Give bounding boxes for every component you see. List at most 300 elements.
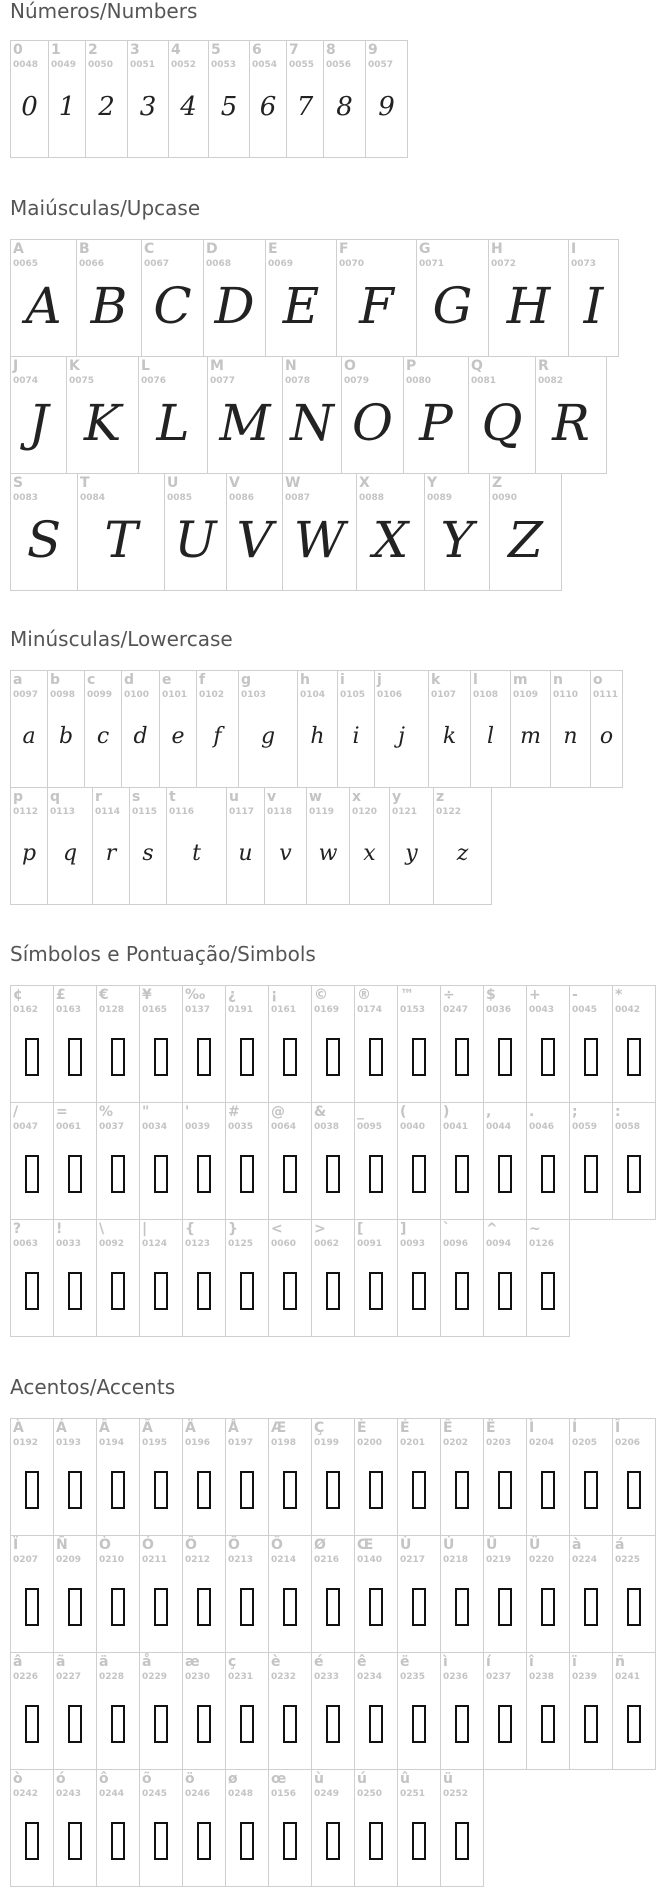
glyph-cell (404, 357, 469, 474)
glyph-char-label: â (13, 1654, 23, 1670)
glyph-cell (342, 357, 404, 474)
glyph-cell (226, 1536, 269, 1653)
glyph-code-label: 0063 (13, 1239, 39, 1249)
glyph-char-label: _ (357, 1104, 364, 1120)
glyph-code-label: 0193 (56, 1438, 82, 1448)
missing-glyph-box (498, 1471, 512, 1509)
glyph-char-label: Ô (185, 1537, 197, 1553)
glyph-code-label: 0233 (314, 1672, 340, 1682)
glyph-cell (355, 1419, 398, 1536)
glyph-code-label: 0075 (69, 376, 95, 386)
glyph-cell (324, 41, 366, 158)
glyph-sample: X (372, 511, 409, 569)
glyph-cell (312, 1653, 355, 1770)
glyph-cell (570, 1419, 613, 1536)
glyph-char-label: \ (99, 1221, 105, 1237)
glyph-cell (591, 671, 623, 788)
section-title-accents: Acentos/Accents (10, 1375, 176, 1399)
glyph-code-label: 0113 (50, 807, 76, 817)
glyph-char-label: ü (443, 1771, 453, 1787)
glyph-cell (398, 986, 441, 1103)
glyph-char-label: V (229, 475, 240, 491)
glyph-cell (434, 788, 492, 905)
missing-glyph-box (283, 1038, 297, 1076)
glyph-char-label: k (431, 672, 441, 688)
glyph-code-label: 0230 (185, 1672, 211, 1682)
missing-glyph-box (412, 1471, 426, 1509)
glyph-sample: 5 (220, 92, 238, 122)
glyph-cell (227, 788, 265, 905)
glyph-cell (355, 1536, 398, 1653)
glyph-cell (183, 1220, 226, 1337)
glyph-cell (269, 1653, 312, 1770)
glyph-cell (54, 1770, 97, 1887)
glyph-code-label: 0040 (400, 1122, 426, 1132)
glyph-code-label: 0123 (185, 1239, 211, 1249)
glyph-cell (226, 1770, 269, 1887)
glyph-code-label: 0069 (268, 259, 294, 269)
section-title-lowercase: Minúsculas/Lowercase (10, 627, 233, 651)
glyph-char-label: ` (443, 1221, 450, 1237)
glyph-char-label: Å (228, 1420, 239, 1436)
glyph-code-label: 0035 (228, 1122, 254, 1132)
missing-glyph-box (25, 1471, 39, 1509)
glyph-code-label: 0235 (400, 1672, 426, 1682)
glyph-code-label: 0239 (572, 1672, 598, 1682)
missing-glyph-box (584, 1471, 598, 1509)
missing-glyph-box (154, 1272, 168, 1310)
missing-glyph-box (541, 1471, 555, 1509)
glyph-char-label: ~ (529, 1221, 541, 1237)
missing-glyph-box (197, 1822, 211, 1860)
glyph-cell (569, 240, 619, 357)
glyph-cell (208, 357, 283, 474)
glyph-cell (441, 1770, 484, 1887)
glyph-sample: y (405, 841, 418, 866)
glyph-char-label: G (419, 241, 431, 257)
glyph-cell (570, 1653, 613, 1770)
glyph-char-label: Æ (271, 1420, 287, 1436)
glyph-char-label: W (285, 475, 301, 491)
glyph-sample: A (25, 277, 62, 335)
glyph-cell (54, 1419, 97, 1536)
glyph-char-label: 2 (88, 42, 98, 58)
glyph-char-label: Ë (486, 1420, 496, 1436)
missing-glyph-box (154, 1822, 168, 1860)
glyph-code-label: 0059 (572, 1122, 598, 1132)
missing-glyph-box (369, 1705, 383, 1743)
missing-glyph-box (326, 1705, 340, 1743)
missing-glyph-box (455, 1272, 469, 1310)
glyph-code-label: 0214 (271, 1555, 297, 1565)
glyph-code-label: 0248 (228, 1789, 254, 1799)
glyph-cell (425, 474, 490, 591)
glyph-code-label: 0053 (211, 60, 237, 70)
glyph-char-label: q (50, 789, 61, 805)
glyph-cell (140, 1653, 183, 1770)
glyph-code-label: 0237 (486, 1672, 512, 1682)
missing-glyph-box (68, 1155, 82, 1193)
glyph-cell (49, 41, 86, 158)
glyph-code-label: 0083 (13, 493, 39, 503)
glyph-char-label: h (300, 672, 310, 688)
glyph-code-label: 0055 (289, 60, 315, 70)
glyph-char-label: ê (357, 1654, 367, 1670)
glyph-code-label: 0048 (13, 60, 39, 70)
glyph-code-label: 0118 (267, 807, 293, 817)
glyph-cell (484, 1220, 527, 1337)
glyph-code-label: 0191 (228, 1005, 254, 1015)
glyph-code-label: 0077 (210, 376, 236, 386)
glyph-char-label: © (314, 987, 328, 1003)
glyph-code-label: 0169 (314, 1005, 340, 1015)
glyph-char-label: @ (271, 1104, 285, 1120)
glyph-cell (128, 41, 169, 158)
glyph-sample: U (174, 511, 217, 569)
glyph-cell (54, 1103, 97, 1220)
glyph-code-label: 0054 (252, 60, 278, 70)
glyph-sample: m (520, 724, 541, 749)
glyph-code-label: 0056 (326, 60, 352, 70)
glyph-code-label: 0033 (56, 1239, 82, 1249)
glyph-sample: H (506, 277, 551, 335)
glyph-char-label: ' (185, 1104, 190, 1120)
missing-glyph-box (455, 1471, 469, 1509)
glyph-code-label: 0043 (529, 1005, 555, 1015)
glyph-sample: 0 (21, 92, 38, 122)
glyph-code-label: 0051 (130, 60, 156, 70)
glyph-cell (227, 474, 283, 591)
glyph-sample: k (442, 724, 457, 749)
glyph-code-label: 0070 (339, 259, 365, 269)
glyph-code-label: 0249 (314, 1789, 340, 1799)
glyph-code-label: 0065 (13, 259, 39, 269)
glyph-sample: r (105, 841, 117, 866)
glyph-code-label: 0078 (285, 376, 311, 386)
glyph-cell (536, 357, 607, 474)
missing-glyph-box (326, 1038, 340, 1076)
missing-glyph-box (197, 1272, 211, 1310)
glyph-code-label: 0093 (400, 1239, 426, 1249)
glyph-code-label: 0153 (400, 1005, 426, 1015)
glyph-cell (11, 1536, 54, 1653)
glyph-code-label: 0250 (357, 1789, 383, 1799)
glyph-cell (355, 1770, 398, 1887)
glyph-cell (11, 986, 54, 1103)
glyph-sample: T (104, 511, 138, 569)
glyph-sample: 6 (259, 92, 277, 122)
glyph-char-label: 9 (368, 42, 378, 58)
glyph-code-label: 0225 (615, 1555, 641, 1565)
glyph-cell (355, 1220, 398, 1337)
glyph-code-label: 0124 (142, 1239, 168, 1249)
glyph-cell (269, 1536, 312, 1653)
glyph-code-label: 0125 (228, 1239, 254, 1249)
glyph-code-label: 0137 (185, 1005, 211, 1015)
missing-glyph-box (197, 1155, 211, 1193)
glyph-char-label: w (309, 789, 322, 805)
glyph-code-label: 0060 (271, 1239, 297, 1249)
missing-glyph-box (412, 1822, 426, 1860)
glyph-cell (312, 1770, 355, 1887)
missing-glyph-box (197, 1471, 211, 1509)
glyph-code-label: 0243 (56, 1789, 82, 1799)
glyph-cell (489, 240, 569, 357)
glyph-cell (527, 1536, 570, 1653)
glyph-sample: j (398, 724, 405, 749)
glyph-cell (269, 1103, 312, 1220)
glyph-char-label: Ï (13, 1537, 19, 1553)
glyph-char-label: j (377, 672, 382, 688)
glyph-cell (183, 1770, 226, 1887)
glyph-sample: O (352, 394, 393, 452)
glyph-char-label: € (99, 987, 109, 1003)
glyph-char-label: s (132, 789, 141, 805)
glyph-code-label: 0107 (431, 690, 457, 700)
glyph-char-label: R (538, 358, 549, 374)
missing-glyph-box (111, 1588, 125, 1626)
glyph-char-label: g (241, 672, 252, 688)
glyph-char-label: = (56, 1104, 68, 1120)
glyph-char-label: ú (357, 1771, 367, 1787)
glyph-cell (226, 1419, 269, 1536)
glyph-cell (140, 1103, 183, 1220)
glyph-cell (312, 1419, 355, 1536)
missing-glyph-box (154, 1038, 168, 1076)
glyph-code-label: 0245 (142, 1789, 168, 1799)
glyph-cell (551, 671, 591, 788)
glyph-code-label: 0037 (99, 1122, 125, 1132)
glyph-code-label: 0203 (486, 1438, 512, 1448)
missing-glyph-box (111, 1471, 125, 1509)
glyph-cell (570, 1103, 613, 1220)
glyph-char-label: ¢ (13, 987, 23, 1003)
glyph-code-label: 0067 (144, 259, 170, 269)
glyph-sample: 9 (378, 92, 395, 122)
glyph-char-label: 5 (211, 42, 221, 58)
glyph-code-label: 0105 (340, 690, 366, 700)
glyph-char-label: É (400, 1420, 410, 1436)
glyph-char-label: f (199, 672, 206, 688)
glyph-char-label: Ä (185, 1420, 196, 1436)
glyph-code-label: 0072 (491, 259, 517, 269)
glyph-char-label: d (124, 672, 135, 688)
glyph-char-label: Ü (529, 1537, 541, 1553)
glyph-code-label: 0209 (56, 1555, 82, 1565)
glyph-cell (441, 1220, 484, 1337)
glyph-code-label: 0074 (13, 376, 39, 386)
glyph-cell (197, 671, 239, 788)
glyph-cell (366, 41, 408, 158)
glyph-cell (183, 1419, 226, 1536)
glyph-cell (97, 1419, 140, 1536)
glyph-grid-symbols (10, 985, 656, 1337)
glyph-char-label: Î (615, 1420, 621, 1436)
glyph-char-label: $ (486, 987, 496, 1003)
glyph-grid-lowercase (10, 670, 623, 905)
glyph-code-label: 0036 (486, 1005, 512, 1015)
glyph-code-label: 0042 (615, 1005, 641, 1015)
glyph-cell (11, 357, 67, 474)
glyph-cell (527, 1103, 570, 1220)
glyph-sample: i (352, 724, 360, 749)
glyph-sample: W (293, 511, 346, 569)
glyph-code-label: 0128 (99, 1005, 125, 1015)
glyph-cell (140, 1419, 183, 1536)
glyph-char-label: ® (357, 987, 371, 1003)
glyph-cell (78, 474, 165, 591)
missing-glyph-box (412, 1272, 426, 1310)
glyph-code-label: 0252 (443, 1789, 469, 1799)
glyph-char-label: ‰ (185, 987, 206, 1003)
glyph-cell (209, 41, 250, 158)
glyph-cell (417, 240, 489, 357)
glyph-code-label: 0103 (241, 690, 267, 700)
glyph-code-label: 0195 (142, 1438, 168, 1448)
glyph-cell (390, 788, 434, 905)
glyph-char-label: ã (56, 1654, 66, 1670)
glyph-char-label: + (529, 987, 541, 1003)
glyph-code-label: 0068 (206, 259, 232, 269)
glyph-sample: e (171, 724, 185, 749)
glyph-char-label: e (162, 672, 172, 688)
glyph-char-label: œ (271, 1771, 287, 1787)
missing-glyph-box (412, 1588, 426, 1626)
glyph-char-label: ) (443, 1104, 450, 1120)
glyph-char-label: F (339, 241, 349, 257)
glyph-code-label: 0242 (13, 1789, 39, 1799)
missing-glyph-box (369, 1038, 383, 1076)
glyph-char-label: l (473, 672, 478, 688)
missing-glyph-box (326, 1155, 340, 1193)
glyph-sample: L (156, 394, 190, 452)
glyph-code-label: 0226 (13, 1672, 39, 1682)
missing-glyph-box (369, 1272, 383, 1310)
glyph-sample: 7 (296, 92, 314, 122)
missing-glyph-box (541, 1705, 555, 1743)
glyph-char-label: : (615, 1104, 621, 1120)
glyph-char-label: T (80, 475, 90, 491)
glyph-char-label: B (79, 241, 90, 257)
missing-glyph-box (412, 1038, 426, 1076)
missing-glyph-box (25, 1155, 39, 1193)
glyph-char-label: ! (56, 1221, 63, 1237)
glyph-code-label: 0236 (443, 1672, 469, 1682)
glyph-char-label: u (229, 789, 239, 805)
glyph-code-label: 0224 (572, 1555, 598, 1565)
glyph-cell (250, 41, 287, 158)
glyph-code-label: 0210 (99, 1555, 125, 1565)
glyph-char-label: Ö (271, 1537, 283, 1553)
glyph-char-label: b (50, 672, 61, 688)
glyph-sample: 8 (336, 92, 353, 122)
missing-glyph-box (25, 1822, 39, 1860)
missing-glyph-box (283, 1471, 297, 1509)
glyph-char-label: ¥ (142, 987, 152, 1003)
glyph-code-label: 0117 (229, 807, 255, 817)
missing-glyph-box (25, 1705, 39, 1743)
glyph-char-label: y (392, 789, 402, 805)
glyph-cell (375, 671, 429, 788)
glyph-cell (613, 986, 656, 1103)
glyph-char-label: U (167, 475, 179, 491)
glyph-sample: q (62, 841, 78, 866)
glyph-char-label: P (406, 358, 417, 374)
glyph-char-label: Û (486, 1537, 498, 1553)
glyph-cell (283, 357, 342, 474)
glyph-sample: Q (481, 394, 523, 452)
glyph-code-label: 0049 (51, 60, 77, 70)
glyph-char-label: [ (357, 1221, 364, 1237)
glyph-code-label: 0100 (124, 690, 150, 700)
glyph-cell (48, 788, 93, 905)
glyph-char-label: Â (99, 1420, 110, 1436)
glyph-cell (140, 1536, 183, 1653)
missing-glyph-box (541, 1588, 555, 1626)
glyph-char-label: í (486, 1654, 491, 1670)
glyph-sample: w (318, 841, 338, 866)
glyph-code-label: 0082 (538, 376, 564, 386)
glyph-cell (307, 788, 350, 905)
section-title-numbers: Números/Numbers (10, 0, 198, 23)
glyph-cell (613, 1653, 656, 1770)
glyph-char-label: ï (572, 1654, 577, 1670)
glyph-char-label: ÷ (443, 987, 455, 1003)
glyph-char-label: á (615, 1537, 625, 1553)
missing-glyph-box (111, 1705, 125, 1743)
glyph-code-label: 0229 (142, 1672, 168, 1682)
glyph-code-label: 0206 (615, 1438, 641, 1448)
glyph-cell (613, 1536, 656, 1653)
glyph-code-label: 0207 (13, 1555, 39, 1565)
missing-glyph-box (240, 1038, 254, 1076)
glyph-cell (269, 1220, 312, 1337)
glyph-sample: o (599, 724, 614, 749)
glyph-code-label: 0116 (169, 807, 195, 817)
glyph-cell (86, 41, 128, 158)
glyph-cell (484, 1103, 527, 1220)
glyph-code-label: 0073 (571, 259, 597, 269)
glyph-cell (469, 357, 536, 474)
glyph-code-label: 0163 (56, 1005, 82, 1015)
glyph-cell (11, 1220, 54, 1337)
missing-glyph-box (627, 1705, 641, 1743)
missing-glyph-box (627, 1588, 641, 1626)
glyph-char-label: 6 (252, 42, 262, 58)
glyph-cell (484, 1653, 527, 1770)
glyph-code-label: 0089 (427, 493, 453, 503)
glyph-cell (398, 1103, 441, 1220)
glyph-code-label: 0232 (271, 1672, 297, 1682)
glyph-code-label: 0080 (406, 376, 432, 386)
glyph-char-label: S (13, 475, 24, 491)
glyph-char-label: t (169, 789, 176, 805)
glyph-char-label: Á (56, 1420, 67, 1436)
missing-glyph-box (412, 1155, 426, 1193)
glyph-sample: N (290, 394, 334, 452)
glyph-code-label: 0057 (368, 60, 394, 70)
glyph-char-label: ] (400, 1221, 407, 1237)
glyph-cell (312, 1536, 355, 1653)
missing-glyph-box (25, 1038, 39, 1076)
glyph-code-label: 0119 (309, 807, 335, 817)
glyph-cell (527, 1419, 570, 1536)
glyph-code-label: 0087 (285, 493, 311, 503)
glyph-code-label: 0102 (199, 690, 225, 700)
missing-glyph-box (68, 1822, 82, 1860)
glyph-char-label: ™ (400, 987, 414, 1003)
glyph-cell (355, 1653, 398, 1770)
